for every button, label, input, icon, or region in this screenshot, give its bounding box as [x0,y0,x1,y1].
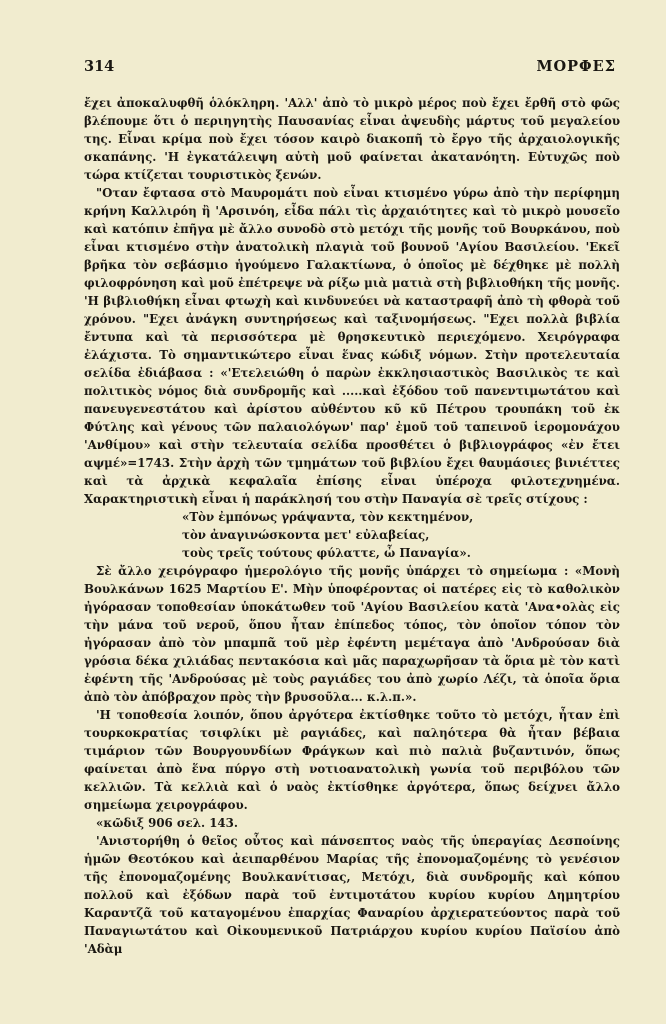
paragraph-3: Σὲ ἄλλο χειρόγραφο ἡμερολόγιο τῆς μονῆς ὑπάρχει τὸ σημείωμα : «Μονὴ Βουλκάνων 1625 Μαρτίου Ε'. Μὴν ὑποφέροντας οἱ πατέρες εἰς τὸ καθολικὸν ἠγόρασαν τοποθεσίαν ὑποκάτωθεν τοῦ 'Αγίου Βασιλείου κατὰ 'Ανα•ολὰς εἰς τὴν μάνα τοῦ νεροῦ, ὅπου ἦταν ἐπίπεδος τόπος, τὸν ὁποῖον τόπον τὸν ἠγόρασαν ἀπὸ τὸν μπαμπᾶ τοῦ μὲρ ἐφέντη μεμέταγα ἀπὸ 'Ανδρούσαν διὰ γρόσια δέκα χιλιάδας πεντακόσια καὶ μᾶς παραχωρῆσαν τὰ ὅρια μὲ τὸν κατὶ ἐφέντη τῆς 'Ανδρούσας μὲ τοὺς ραγιάδες του ἀπὸ χωρίο Λέζι, τὰ ὁποῖα ὅρια ἀπὸ τὸν ἀπόβραχον πρὸς τὴν βρυσοῦλα... κ.λ.π.». [84,564,620,704]
running-title: ΜΟΡΦΕΣ [536,58,616,75]
paragraph-2: "Οταν ἔφτασα στὸ Μαυρομάτι ποὺ εἶναι κτισμένο γύρω ἀπὸ τὴν περίφημη κρήνη Καλλιρόη ἢ 'Αρσινόη, εἶδα πάλι τὶς ἀρχαιότητες καὶ τὸ μικρὸ μουσεῖο καὶ κατόπιν ἐπῆγα μὲ ἄλλο συνοδὸ στὸ μετόχι τῆς μονῆς τοῦ Βουρκάνου, ποὺ εἶναι κτισμένο στὴν ἀνατολικὴ πλαγιὰ τοῦ βουνοῦ 'Αγίου Βασιλείου. 'Εκεῖ βρῆκα τὸν σεβάσμιο ἡγούμενο Γαλακτίωνα, ὁ ὁποῖος μὲ δέχθηκε μὲ πολλὴ φιλοφρόνηση καὶ μοῦ ἐπέτρεψε νὰ ρίξω μιὰ ματιὰ στὴ βιβλιοθήκη τῆς μονῆς. 'Η βιβλιοθήκη εἶναι φτωχὴ καὶ κινδυνεύει νὰ καταστραφῆ ἀπὸ τὴ φθορὰ τοῦ χρόνου. "Εχει ἀνάγκη συντηρήσεως καὶ ταξινομήσεως. "Εχει πολλὰ βιβλία ἔντυπα καὶ τὰ περισσότερα μὲ θρησκευτικὸ περιεχόμενο. Χειρόγραφα ἐλάχιστα. Τὸ σημαντικώτερο εἶναι ἕνας κώδιξ νόμων. Στὴν προτελευταία σελίδα ἐδιάβασα : «'Ετελειώθη ὁ παρὼν ἐκκλησιαστικὸς Βασιλικὸς τε καὶ πολιτικὸς νόμος διὰ συνδρομῆς καὶ .....καὶ ἐξόδου τοῦ πανεντιμωτάτου καὶ πανευγενεστάτου καὶ ἀρίστου αὐθέντου κῦ κῦ Πέτρου τρουπάκη τοῦ ἐκ Φύτλης καὶ γένους τῶν παλαιολόγων' παρ' ἐμοῦ τοῦ ταπεινοῦ ἱερομονάχου 'Ανθίμου» καὶ στὴν τελευταία σελίδα προσθέτει ὁ βιβλιογράφος «ἐν ἔτει αψμέ»=1743. Στὴν ἀρχὴ τῶν τμημάτων τοῦ βιβλίου ἔχει θαυμάσιες βινιέττες καὶ τὰ ἀρχικὰ κεφαλαῖα ἐπίσης εἶναι ὑπέροχα φιλοτεχνημένα. Χαρακτηριστικὴ εἶναι ἡ παράκλησή του στὴν Παναγία σὲ τρεῖς στίχους : [84,186,620,506]
paragraph-6: 'Ανιστορήθη ὁ θεῖος οὗτος καὶ πάνσεπτος ναὸς τῆς ὑπεραγίας Δεσποίνης ἡμῶν Θεοτόκου καὶ ἀειπαρθένου Μαρίας τῆς ἐπονομαζομένης τὸ γενέσιον τῆς ἐπονομαζομένης Βουλκανίτισας, Μετόχι, διὰ συνδρομῆς καὶ κόπου πολλοῦ καὶ ἐξόδων παρὰ τοῦ ἐντιμοτάτου κυρίου κυρίου Δημητρίου Καραντζᾶ τοῦ καταγομένου ἐπαρχίας Φαναρίου ἀρχιερατεύοντος παρὰ τοῦ Παναγιωτάτου καὶ Οἰκουμενικοῦ Πατριάρχου κυρίου κυρίου Παϊσίου ἀπὸ 'Αδὰμ [84,834,620,956]
body-text [84,94,620,958]
paragraph-1: ἔχει ἀποκαλυφθῆ ὁλόκληρη. 'Αλλ' ἀπὸ τὸ μικρὸ μέρος ποὺ ἔχει ἔρθῆ στὸ φῶς βλέπουμε ὅτι ὁ περιηγητὴς Παυσανίας εἶναι ἀψευδὴς μάρτυς τοῦ μεγαλείου της. Εἶναι κρίμα ποὺ ἔχει τόσον καιρὸ διακοπῆ τὸ ἔργο τῆς ἀρχαιολογικῆς σκαπάνης. 'Η ἐγκατάλειψη αὐτὴ μοῦ φαίνεται ἀκατανόητη. Εὐτυχῶς ποὺ τώρα κτίζεται τουριστικὸς ξενών. [84,96,620,182]
verse-quote [84,508,620,562]
verse-line-1: «Τὸν ἐμπόνως γράψαντα, τὸν κεκτημένον, [182,510,474,524]
paragraph-5: «κῶδιξ 906 σελ. 143. [96,816,238,830]
verse-line-3: τοὺς τρεῖς τούτους φύλαττε, ὦ Παναγία». [182,546,471,560]
paragraph-4: 'Η τοποθεσία λοιπόν, ὅπου ἀργότερα ἐκτίσθηκε τοῦτο τὸ μετόχι, ἦταν ἐπὶ τουρκοκρατίας τσιφλίκι μὲ ραγιάδες, καὶ παληότερα θὰ ἦταν βέβαια τιμάριον τῶν Βουργουνδίων Φράγκων καὶ πιὸ παλιὰ βυζαντινόν, ὅπως φαίνεται ἀπὸ ἕνα πύργο στὴ νοτιοανατολικὴ γωνία τοῦ περιβόλου τῶν κελλιῶν. Τὰ κελλιὰ καὶ ὁ ναὸς ἐκτίσθηκε ἀργότερα, ὅπως δείχνει ἄλλο σημείωμα χειρογράφου. [84,708,620,812]
page-number: 314 [84,58,115,75]
verse-line-2: τὸν ἀναγινώσκοντα μετ' εὐλαβείας, [182,528,430,542]
page-header [84,58,616,75]
